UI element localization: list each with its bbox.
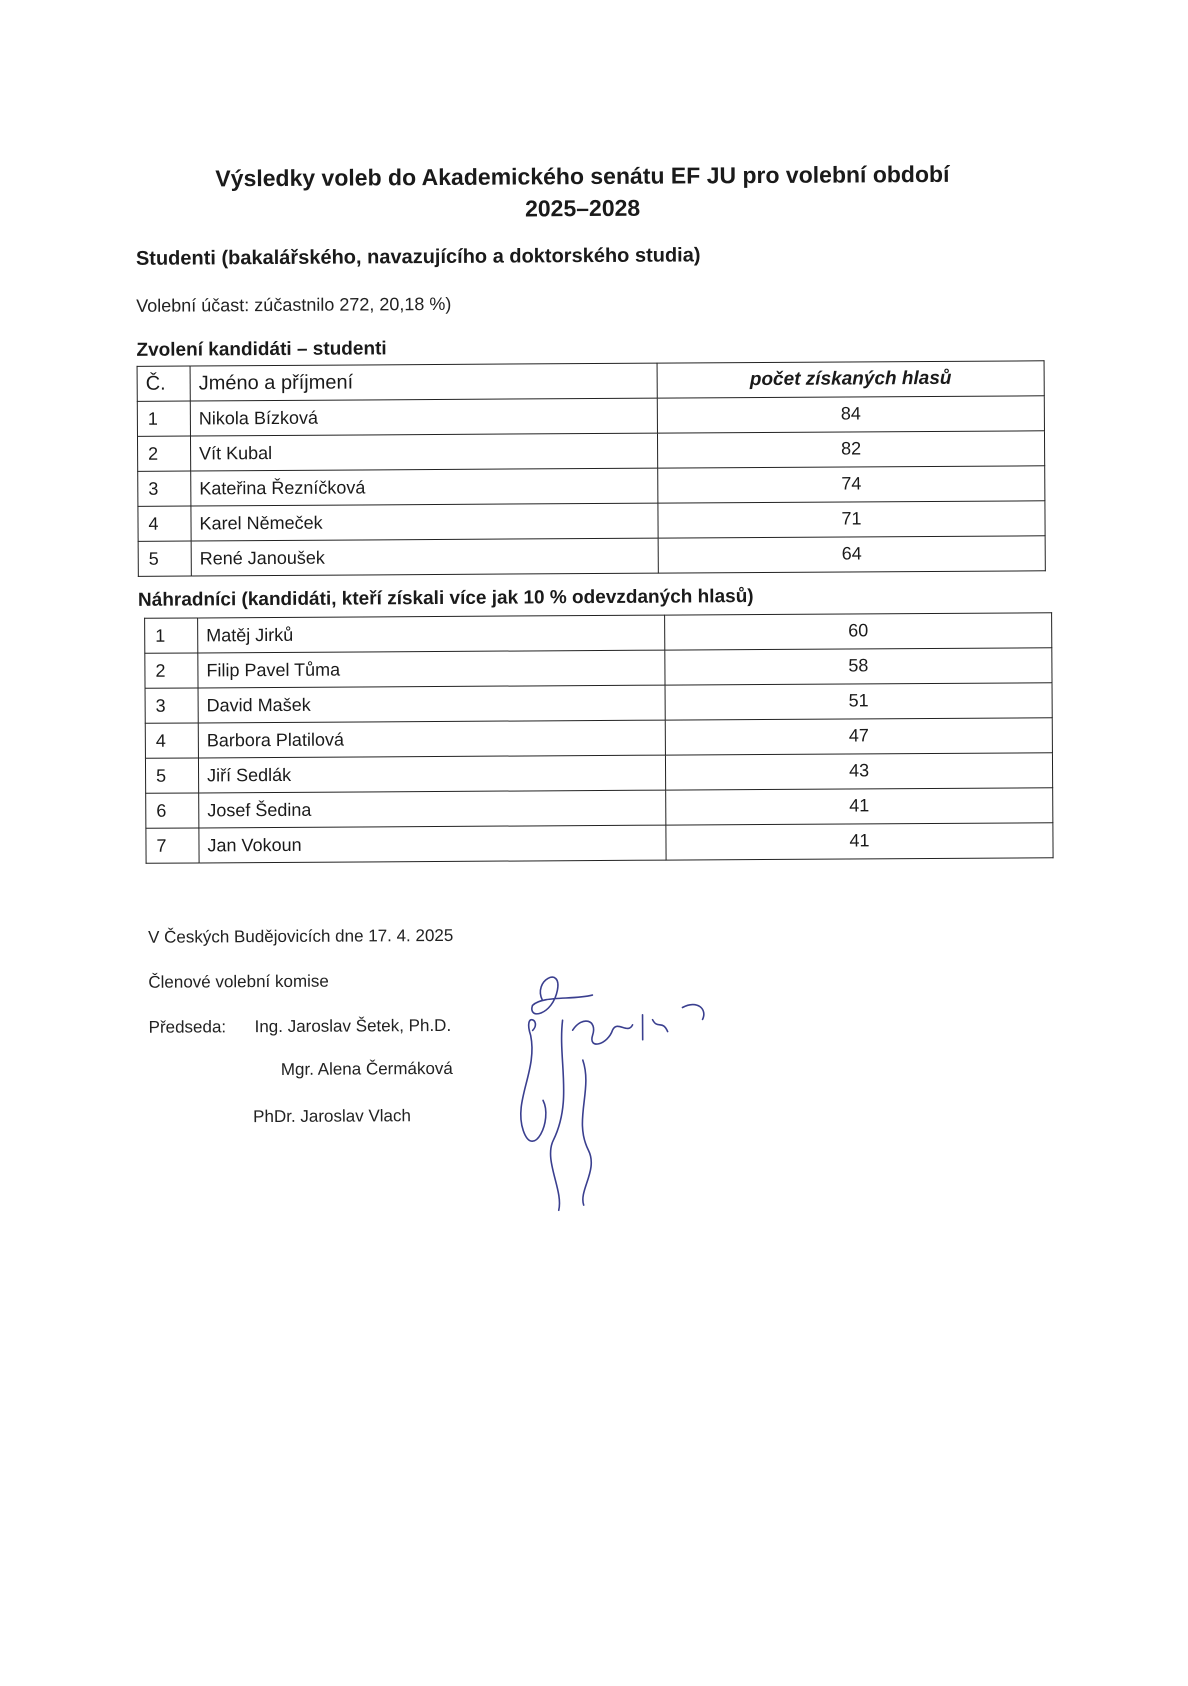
row-number: 2 [145,653,198,688]
table-row [146,823,1053,864]
member-2: Mgr. Alena Čermáková [280,1058,453,1079]
row-votes: 51 [665,683,1052,720]
row-name: Barbora Platilová [198,720,665,758]
table-row [145,683,1052,724]
row-number: 1 [137,401,190,436]
col-votes: počet získaných hlasů [657,361,1044,398]
row-number: 2 [137,436,190,471]
row-name: Karel Němeček [191,503,658,541]
row-votes: 74 [658,466,1045,503]
row-name: Jiří Sedlák [198,755,665,793]
commission-label: Členové volební komise [148,971,329,992]
row-name: Nikola Bízková [190,398,657,436]
table-row [145,753,1052,794]
table-row [145,718,1052,759]
row-number: 3 [138,471,191,506]
row-name: Vít Kubal [190,433,657,471]
row-votes: 64 [658,536,1045,573]
elected-table [137,360,1046,577]
row-votes: 71 [658,501,1045,538]
member-3: PhDr. Jaroslav Vlach [253,1106,412,1127]
row-votes: 47 [665,718,1052,755]
place-date: V Českých Budějovicích dne 17. 4. 2025 [147,925,454,947]
row-votes: 41 [666,823,1053,860]
row-votes: 82 [657,431,1044,468]
table-row [137,431,1044,472]
table-row [138,466,1045,507]
chair-label: Předseda: [148,1017,227,1037]
row-number: 7 [146,828,199,863]
turnout-text: Volební účast: zúčastnilo 272, 20,18 %) [136,293,452,316]
row-name: Josef Šedina [199,790,666,828]
elected-heading: Zvolení kandidáti – studenti [136,338,387,361]
title-line-2: 2025–2028 [524,194,641,222]
row-name: Kateřina Řezníčková [191,468,658,506]
row-number: 5 [145,758,198,793]
table-row [145,648,1052,689]
col-name: Jméno a příjmení [190,363,657,401]
section-heading-students: Studenti (bakalářského, navazujícího a doktorského studia) [135,244,701,270]
row-votes: 43 [665,753,1052,790]
row-number: 6 [146,793,199,828]
document-title [147,157,1017,226]
title-line-1: Výsledky voleb do Akademického senátu EF JU pro volební období [215,160,950,192]
row-number: 1 [145,618,198,653]
row-votes: 60 [665,613,1052,650]
row-name: Jan Vokoun [199,825,666,863]
substitutes-table [144,612,1053,864]
row-votes: 58 [665,648,1052,685]
table-row [146,788,1053,829]
row-name: Filip Pavel Tůma [198,650,665,688]
table-row [138,501,1045,542]
row-votes: 84 [657,396,1044,433]
table-row [137,396,1044,437]
row-name: David Mašek [198,685,665,723]
handwritten-signatures [502,959,764,1221]
table-row [145,613,1052,654]
col-number: Č. [137,366,190,401]
row-name: René Janoušek [191,538,658,576]
row-number: 3 [145,688,198,723]
member-1: Ing. Jaroslav Šetek, Ph.D. [254,1015,452,1037]
table-row [138,536,1045,577]
substitutes-heading: Náhradníci (kandidáti, kteří získali více jak 10 % odevzdaných hlasů) [137,586,754,611]
row-number: 4 [145,723,198,758]
row-name: Matěj Jirků [198,615,665,653]
row-number: 4 [138,506,191,541]
row-votes: 41 [666,788,1053,825]
elected-table-header [137,361,1044,402]
row-number: 5 [138,541,191,576]
